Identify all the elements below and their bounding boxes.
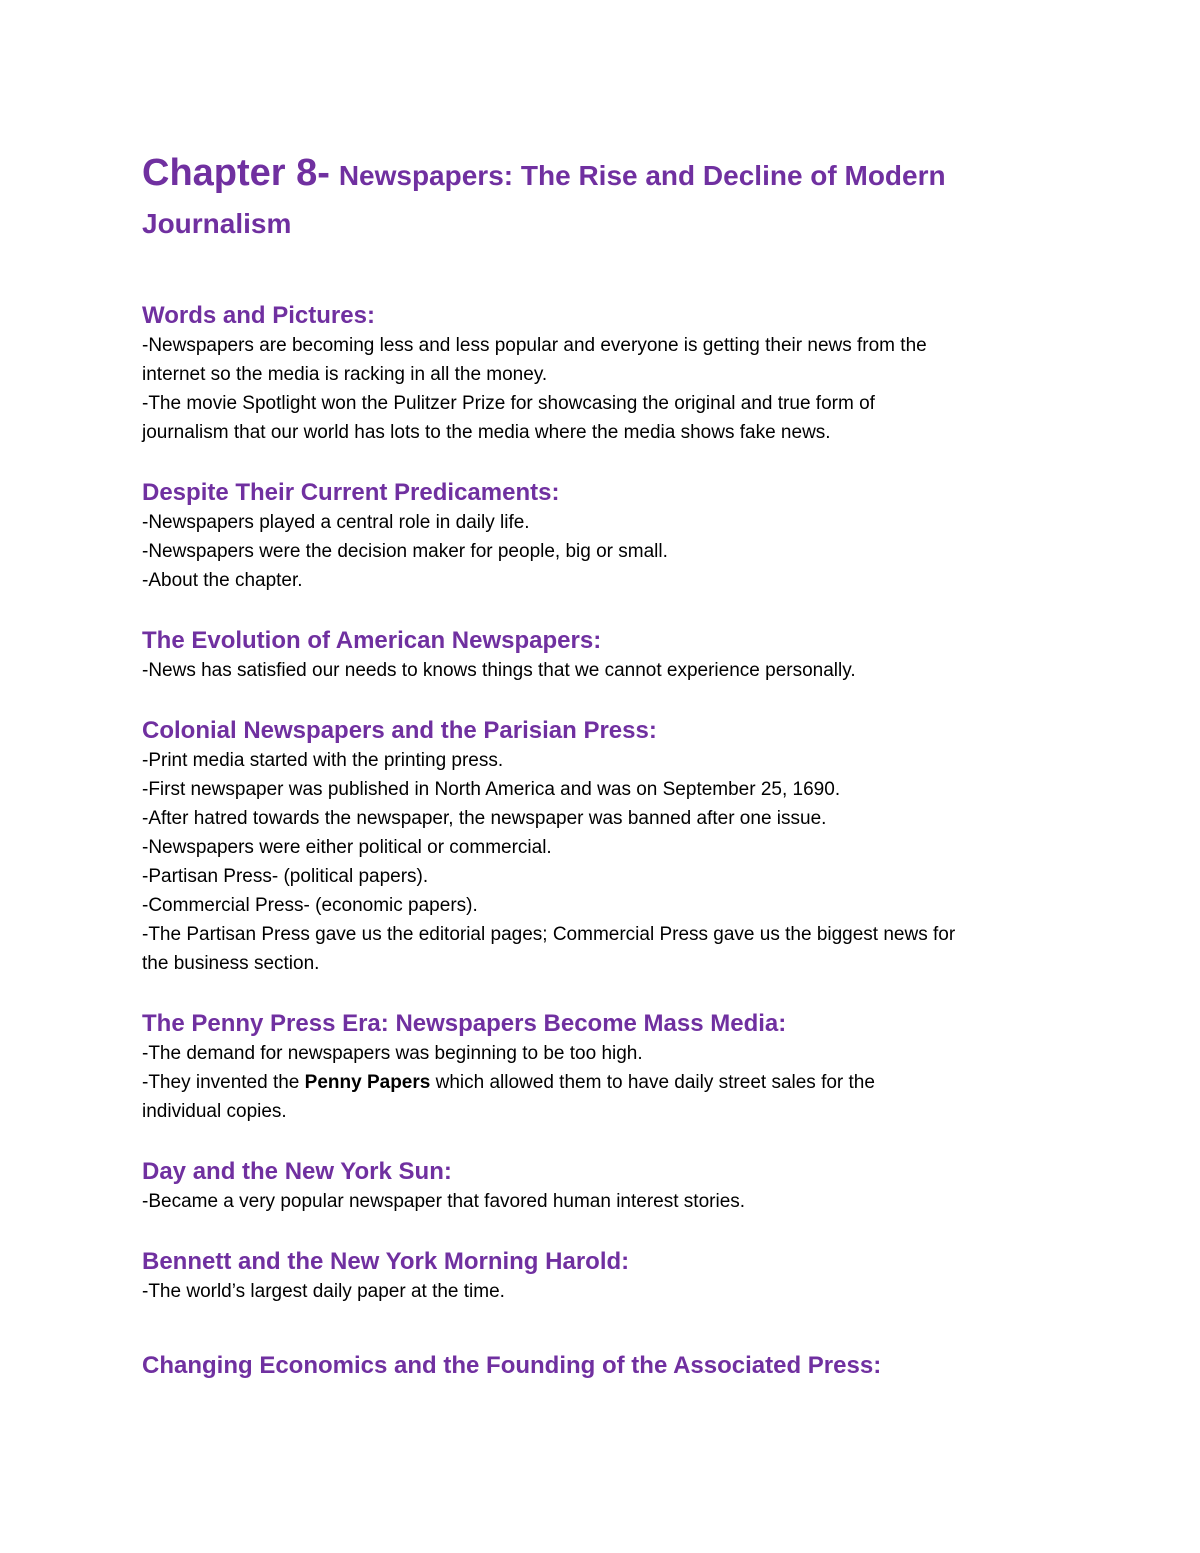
body-line: -Became a very popular newspaper that favored human interest stories. [142, 1191, 746, 1212]
body-line: -Partisan Press- (political papers). [142, 866, 429, 887]
body-line: -After hatred towards the newspaper, the newspaper was banned after one issue. [142, 808, 827, 829]
section-words-and-pictures [142, 301, 1062, 447]
chapter-number: Chapter 8- [142, 152, 330, 194]
body-line: -About the chapter. [142, 570, 303, 591]
section-heading: The Evolution of American Newspapers: [142, 627, 602, 654]
section-heading: Bennett and the New York Morning Harold: [142, 1248, 630, 1275]
body-line: -News has satisfied our needs to knows things that we cannot experience personally. [142, 660, 856, 681]
section-heading: Changing Economics and the Founding of the Associated Press: [142, 1352, 882, 1379]
chapter-subtitle: Newspapers: The Rise and Decline of Modern [338, 160, 946, 191]
section-day-and-new-york-sun [142, 1157, 1062, 1216]
body-line: -The Partisan Press gave us the editorial pages; Commercial Press gave us the biggest news for [142, 924, 956, 945]
section-bennett-morning-harold [142, 1247, 1062, 1306]
body-text: which allowed them to have daily street sales for the [430, 1072, 875, 1093]
bold-term-penny-papers: Penny Papers [304, 1072, 431, 1093]
section-heading: Colonial Newspapers and the Parisian Press: [142, 717, 657, 744]
body-text: -They invented the [142, 1072, 305, 1093]
section-despite-their-current-predicaments [142, 478, 1062, 595]
body-line: -The world’s largest daily paper at the time. [142, 1281, 505, 1302]
section-heading: Despite Their Current Predicaments: [142, 479, 560, 506]
section-heading: The Penny Press Era: Newspapers Become Mass Media: [142, 1010, 787, 1037]
section-changing-economics-associated-press [142, 1351, 1062, 1381]
body-line: -Newspapers are becoming less and less popular and everyone is getting their news from the [142, 335, 927, 356]
body-line: -First newspaper was published in North America and was on September 25, 1690. [142, 779, 841, 800]
section-heading: Words and Pictures: [142, 302, 375, 329]
body-line: the business section. [142, 953, 320, 974]
section-penny-press-era [142, 1009, 1062, 1126]
body-line: -Newspapers were the decision maker for people, big or small. [142, 541, 668, 562]
chapter-subtitle-continued: Journalism [142, 208, 292, 239]
body-line: individual copies. [142, 1101, 287, 1122]
section-heading: Day and the New York Sun: [142, 1158, 452, 1185]
body-line: journalism that our world has lots to the media where the media shows fake news. [142, 422, 831, 443]
body-line: -Print media started with the printing press. [142, 750, 504, 771]
body-line-with-bold [142, 1068, 1062, 1097]
section-evolution-of-american-newspapers [142, 626, 1062, 685]
body-line: -The movie Spotlight won the Pulitzer Prize for showcasing the original and true form of [142, 393, 875, 414]
body-line: -Newspapers were either political or commercial. [142, 837, 552, 858]
document-page [142, 150, 1062, 1381]
section-colonial-newspapers [142, 716, 1062, 978]
body-line: -The demand for newspapers was beginning to be too high. [142, 1043, 643, 1064]
body-line: internet so the media is racking in all the money. [142, 364, 548, 385]
chapter-title [142, 150, 1062, 247]
body-line: -Commercial Press- (economic papers). [142, 895, 478, 916]
body-line: -Newspapers played a central role in daily life. [142, 512, 530, 533]
